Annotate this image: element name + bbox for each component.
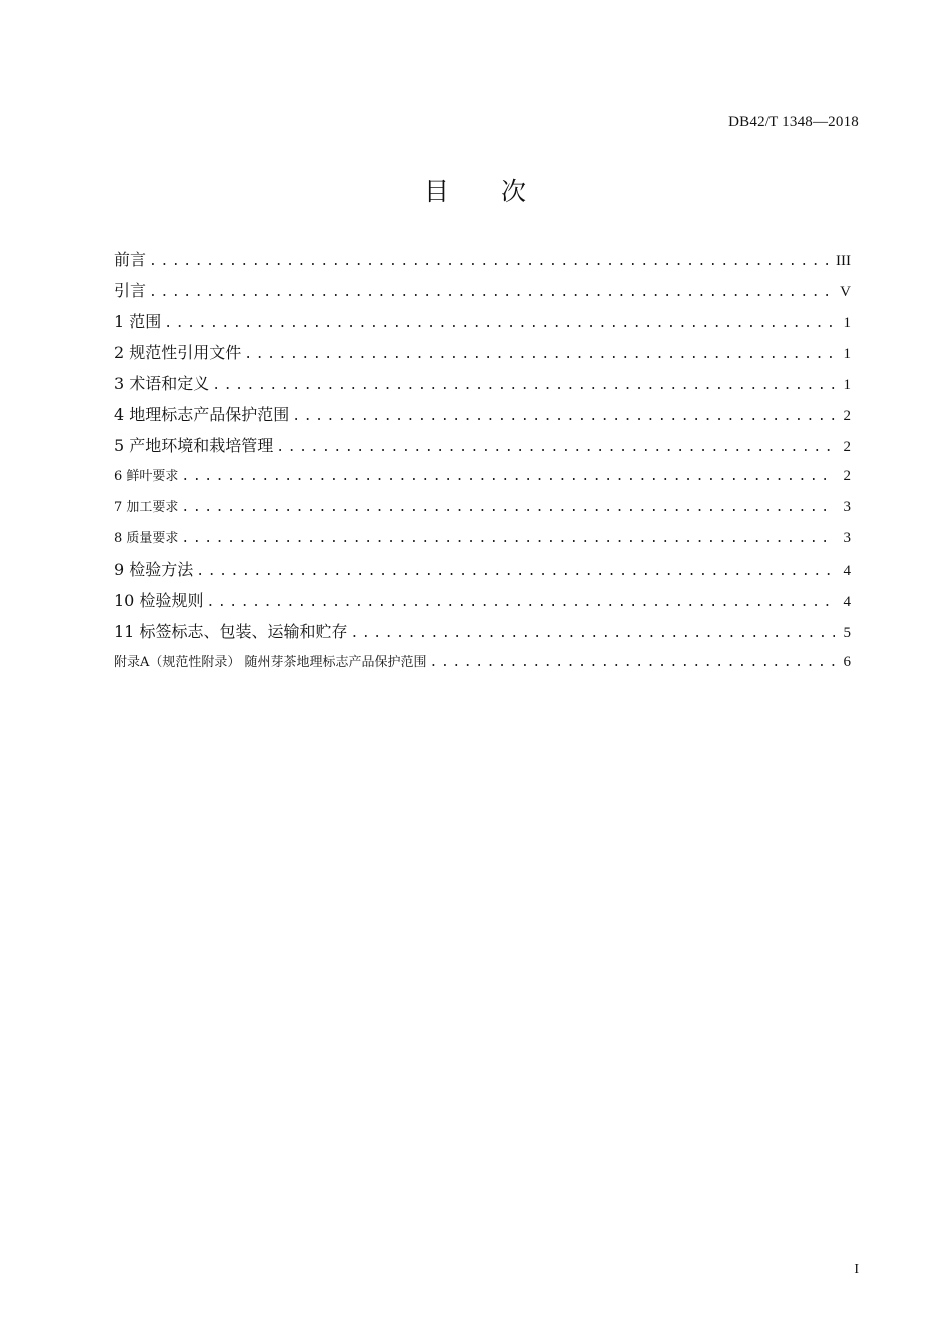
toc-entry-page: 2 (843, 439, 851, 455)
toc-entry-label: 11 标签标志、包装、运输和贮存 (114, 622, 348, 641)
toc-entry-page: 4 (843, 563, 851, 579)
toc-entry-normative-references[interactable] (114, 337, 851, 368)
dot-leader (206, 587, 835, 618)
toc-entry-label: 5 产地环境和栽培管理 (114, 436, 274, 455)
table-of-contents (114, 244, 851, 678)
toc-entry-environment-cultivation[interactable] (114, 430, 851, 461)
toc-entry-page: 1 (843, 315, 851, 331)
toc-entry-label: 3 术语和定义 (114, 374, 210, 393)
toc-entry-page: 3 (843, 530, 851, 546)
toc-entry-scope[interactable] (114, 306, 851, 337)
toc-entry-test-methods[interactable] (114, 554, 851, 585)
toc-entry-page: 2 (843, 408, 851, 424)
dot-leader (350, 618, 835, 649)
toc-entry-label: 10 检验规则 (114, 591, 204, 610)
toc-entry-foreword[interactable] (114, 244, 851, 275)
footer-page-number: I (854, 1262, 859, 1277)
dot-leader (276, 432, 835, 463)
dot-leader (212, 370, 835, 401)
toc-title: 目次 (423, 177, 578, 206)
document-code: DB42/T 1348—2018 (728, 114, 859, 130)
dot-leader (430, 647, 835, 678)
toc-entry-page: 2 (843, 468, 851, 484)
toc-entry-label: 4 地理标志产品保护范围 (114, 405, 290, 424)
toc-entry-label: 8 质量要求 (114, 531, 179, 546)
toc-entry-introduction[interactable] (114, 275, 851, 306)
dot-leader (292, 401, 835, 432)
toc-entry-page: 3 (843, 499, 851, 515)
dot-leader (181, 461, 835, 492)
toc-entry-label: 前言 (114, 250, 147, 269)
toc-entry-page: 1 (843, 346, 851, 362)
dot-leader (164, 308, 835, 339)
toc-entry-page: 1 (843, 377, 851, 393)
toc-entry-fresh-leaf[interactable] (114, 461, 851, 492)
toc-entry-processing[interactable] (114, 492, 851, 523)
toc-entry-appendix-a[interactable] (114, 647, 851, 678)
toc-entry-quality[interactable] (114, 523, 851, 554)
toc-entry-protection-scope[interactable] (114, 399, 851, 430)
toc-entry-label: 2 规范性引用文件 (114, 343, 242, 362)
toc-entry-labeling-packaging[interactable] (114, 616, 851, 647)
toc-entry-page: 4 (843, 594, 851, 610)
toc-entry-page: V (840, 284, 851, 300)
dot-leader (149, 277, 835, 308)
toc-entry-label: 附录A（规范性附录） 随州芽茶地理标志产品保护范围 (114, 655, 427, 670)
toc-entry-label: 6 鲜叶要求 (114, 469, 179, 484)
dot-leader (149, 246, 832, 277)
toc-entry-label: 1 范围 (114, 312, 162, 331)
toc-entry-terms-definitions[interactable] (114, 368, 851, 399)
dot-leader (181, 492, 835, 523)
toc-entry-label: 引言 (114, 281, 147, 300)
toc-entry-inspection-rules[interactable] (114, 585, 851, 616)
toc-entry-page: 5 (843, 625, 851, 641)
toc-entry-page: III (836, 253, 851, 269)
toc-entry-page: 6 (843, 654, 851, 670)
dot-leader (181, 523, 835, 554)
dot-leader (244, 339, 835, 370)
dot-leader (196, 556, 835, 587)
toc-entry-label: 9 检验方法 (114, 560, 194, 579)
toc-entry-label: 7 加工要求 (114, 500, 179, 515)
